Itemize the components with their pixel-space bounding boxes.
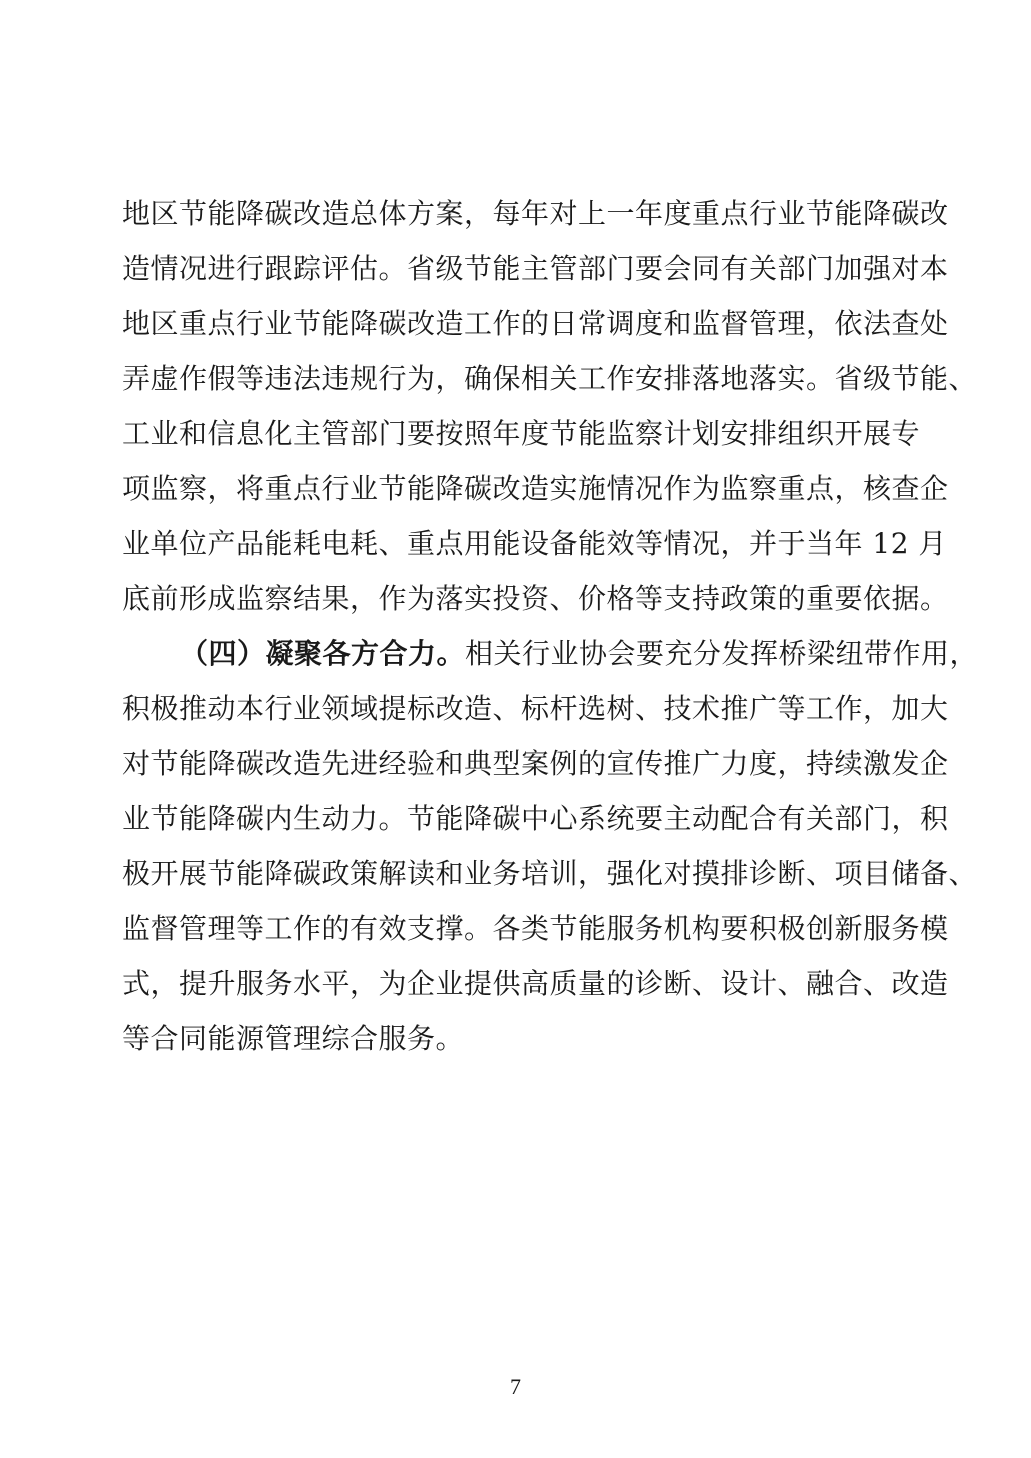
paragraph-line: 弄虚作假等违法违规行为，确保相关工作安排落地落实。省级节能、 — [122, 362, 978, 395]
paragraph-line: 项监察，将重点行业节能降碳改造实施情况作为监察重点，核查企 — [122, 472, 949, 505]
paragraph-line: 工业和信息化主管部门要按照年度节能监察计划安排组织开展专 — [122, 417, 921, 450]
paragraph-line: 极开展节能降碳政策解读和业务培训，强化对摸排诊断、项目储备、 — [122, 857, 978, 890]
section-first-line-text: 相关行业协会要充分发挥桥梁纽带作用， — [465, 637, 979, 670]
paragraph-line: 地区节能降碳改造总体方案，每年对上一年度重点行业节能降碳改 — [122, 197, 949, 230]
paragraph-line: 底前形成监察结果，作为落实投资、价格等支持政策的重要依据。 — [122, 582, 949, 615]
paragraph-line: 地区重点行业节能降碳改造工作的日常调度和监督管理，依法查处 — [122, 307, 949, 340]
paragraph-line: 式，提升服务水平，为企业提供高质量的诊断、设计、融合、改造 — [122, 967, 949, 1000]
paragraph-line: 积极推动本行业领域提标改造、标杆选树、技术推广等工作，加大 — [122, 692, 949, 725]
paragraph-line: 业单位产品能耗电耗、重点用能设备能效等情况，并于当年 12 月 — [122, 527, 947, 560]
paragraph-line: 造情况进行跟踪评估。省级节能主管部门要会同有关部门加强对本 — [122, 252, 949, 285]
paragraph-line: 对节能降碳改造先进经验和典型案例的宣传推广力度，持续激发企 — [122, 747, 949, 780]
section-first-line — [180, 637, 979, 671]
paragraph-line: 监督管理等工作的有效支撑。各类节能服务机构要积极创新服务模 — [122, 912, 949, 945]
page-number: 7 — [510, 1374, 521, 1399]
paragraph-line: 业节能降碳内生动力。节能降碳中心系统要主动配合有关部门，积 — [122, 802, 949, 835]
paragraph-line: 等合同能源管理综合服务。 — [122, 1022, 465, 1055]
section-heading: （四）凝聚各方合力。 — [180, 637, 466, 670]
